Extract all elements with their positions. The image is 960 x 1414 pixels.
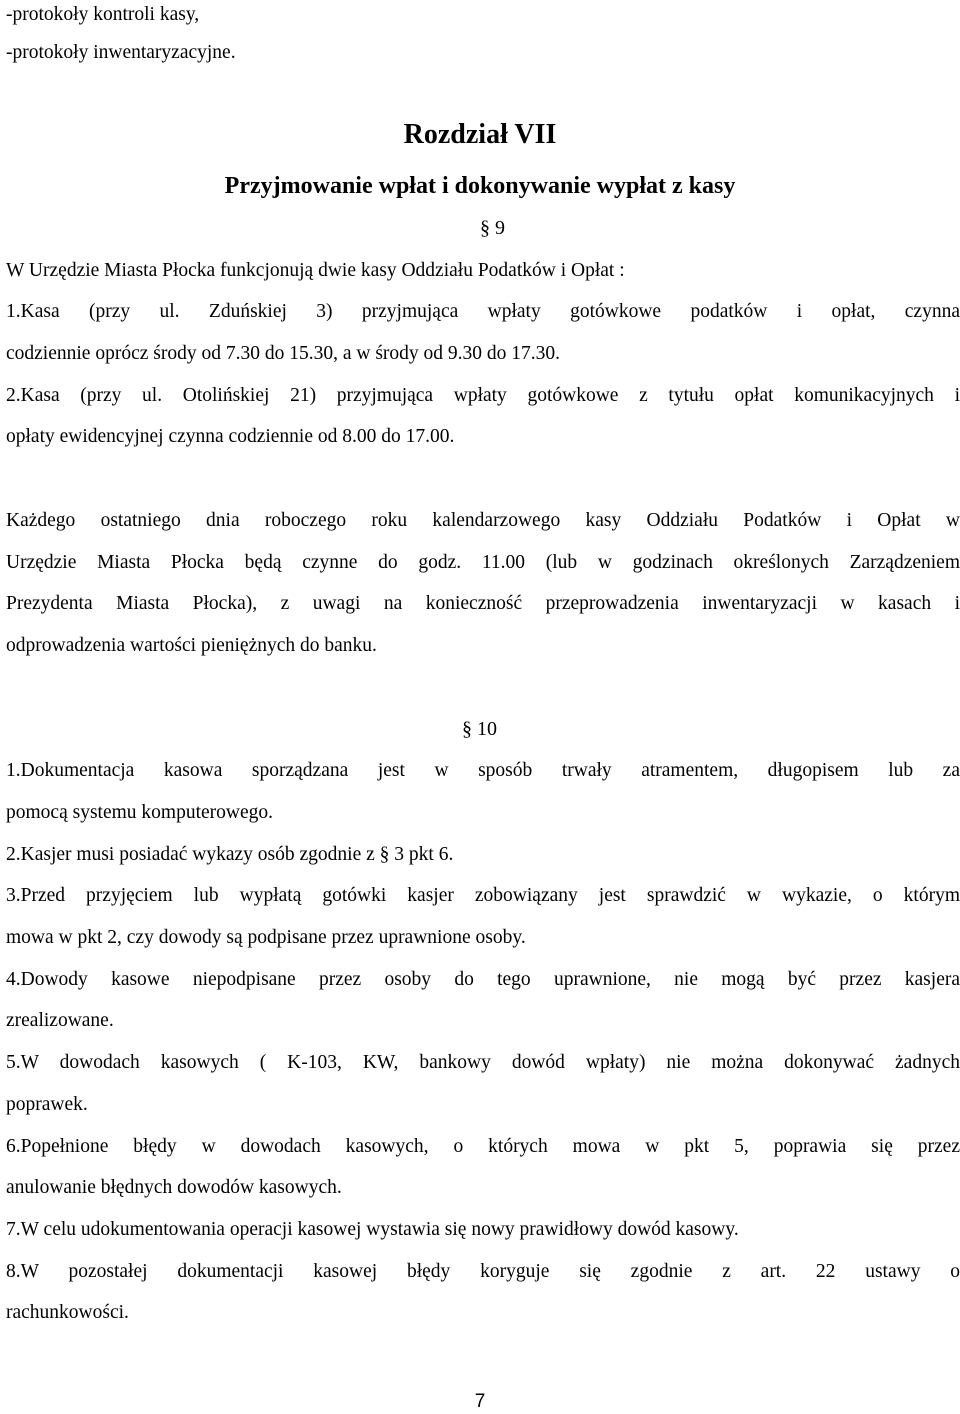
section-10-line: 5.W dowodach kasowych ( K-103, KW, bankowy dowód wpłaty) nie można dokonywać żadnych: [6, 1052, 960, 1073]
intro-line: -protokoły inwentaryzacyjne.: [6, 42, 236, 63]
section-10-line: 7.W celu udokumentowania operacji kasowej wystawia się nowy prawidłowy dowód kasowy.: [6, 1219, 739, 1240]
page-number: 7: [474, 1391, 486, 1412]
section-10-line: anulowanie błędnych dowodów kasowych.: [6, 1177, 342, 1198]
section-9-line: W Urzędzie Miasta Płocka funkcjonują dwie kasy Oddziału Podatków i Opłat :: [6, 260, 625, 281]
section-10-line: 1.Dokumentacja kasowa sporządzana jest w sposób trwały atramentem, długopisem lub za: [6, 760, 960, 781]
section-10-line: pomocą systemu komputerowego.: [6, 802, 273, 823]
section-9-paragraph-line: Urzędzie Miasta Płocka będą czynne do godz. 11.00 (lub w godzinach określonych Zarządzeniem: [6, 552, 960, 573]
section-10-mark: § 10: [462, 718, 497, 740]
section-9-paragraph-line: Każdego ostatniego dnia roboczego roku kalendarzowego kasy Oddziału Podatków i Opłat w: [6, 510, 960, 531]
chapter-number: Rozdział VII: [403, 119, 557, 150]
section-9-line: opłaty ewidencyjnej czynna codziennie od 8.00 do 17.00.: [6, 426, 455, 447]
section-10-line: 4.Dowody kasowe niepodpisane przez osoby do tego uprawnione, nie mogą być przez kasjera: [6, 969, 960, 990]
intro-line: -protokoły kontroli kasy,: [6, 4, 200, 25]
chapter-title: Przyjmowanie wpłat i dokonywanie wypłat z kasy: [224, 173, 736, 199]
section-9-line: 1.Kasa (przy ul. Zduńskiej 3) przyjmująca wpłaty gotówkowe podatków i opłat, czynna: [6, 301, 960, 322]
section-10-line: 6.Popełnione błędy w dowodach kasowych, o których mowa w pkt 5, poprawia się przez: [6, 1136, 960, 1157]
section-10-line: rachunkowości.: [6, 1302, 129, 1323]
section-10-line: 8.W pozostałej dokumentacji kasowej błędy koryguje się zgodnie z art. 22 ustawy o: [6, 1261, 960, 1282]
section-9-paragraph-line: Prezydenta Miasta Płocka), z uwagi na konieczność przeprowadzenia inwentaryzacji w kasach i: [6, 593, 960, 614]
section-9-mark: § 9: [480, 217, 505, 239]
section-10-line: mowa w pkt 2, czy dowody są podpisane przez uprawnione osoby.: [6, 927, 526, 948]
section-10-line: zrealizowane.: [6, 1010, 114, 1031]
section-10-line: poprawek.: [6, 1094, 88, 1115]
section-9-line: 2.Kasa (przy ul. Otolińskiej 21) przyjmująca wpłaty gotówkowe z tytułu opłat komunikacyjnych i: [6, 385, 960, 406]
section-9-paragraph-line: odprowadzenia wartości pieniężnych do banku.: [6, 635, 377, 656]
section-9-line: codziennie oprócz środy od 7.30 do 15.30, a w środy od 9.30 do 17.30.: [6, 343, 561, 364]
section-10-line: 3.Przed przyjęciem lub wypłatą gotówki kasjer zobowiązany jest sprawdzić w wykazie, o którym: [6, 885, 960, 906]
section-10-line: 2.Kasjer musi posiadać wykazy osób zgodnie z § 3 pkt 6.: [6, 844, 454, 865]
